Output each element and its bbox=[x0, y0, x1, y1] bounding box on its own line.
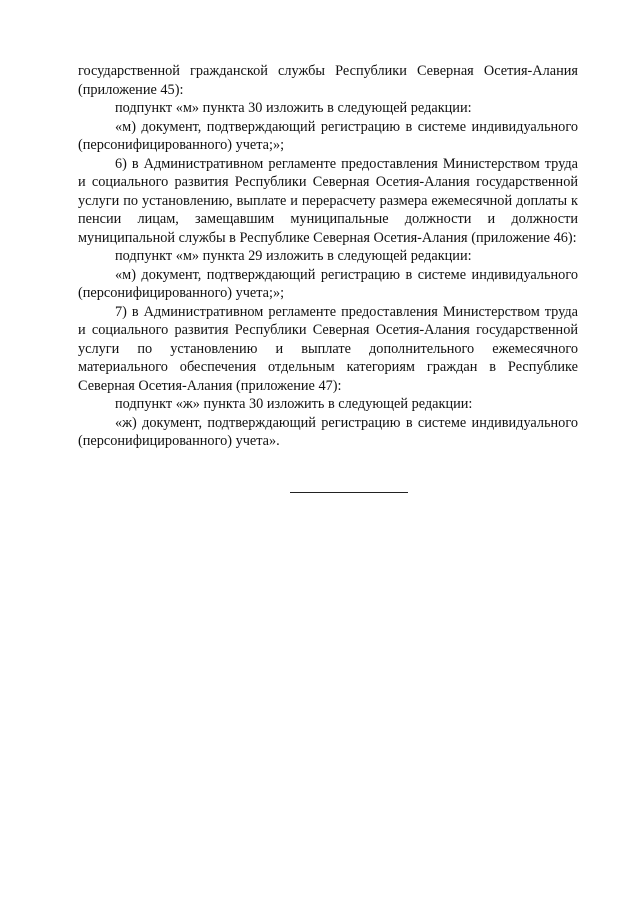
paragraph-quote-zh: «ж) документ, подтверждающий регистрацию в системе индивидуального (персонифицированного) учета». bbox=[78, 414, 578, 449]
paragraph-subclause-zh-30: подпункт «ж» пункта 30 изложить в следующей редакции: bbox=[115, 396, 473, 412]
paragraph-subclause-m-29: подпункт «м» пункта 29 изложить в следующей редакции: bbox=[115, 248, 472, 264]
paragraph-item-6: 6) в Административном регламенте предоставления Министерством труда и социального развития Республики Северная Осетия-Алания государственной услуги по установлению, выплате и перерасчету размера ежемесячной доплаты к пенсии лицам, замещавшим муниципальные должности и должности муниципальной службы в Республике Северная Осетия-Алания (приложение 46): bbox=[78, 155, 578, 246]
paragraph-continuation: государственной гражданской службы Республики Северная Осетия-Алания (приложение 45): bbox=[78, 63, 578, 98]
document-body bbox=[78, 62, 578, 451]
paragraph-quote-m-1: «м) документ, подтверждающий регистрацию в системе индивидуального (персонифицированного) учета;»; bbox=[78, 118, 578, 153]
paragraph-subclause-m-30: подпункт «м» пункта 30 изложить в следующей редакции: bbox=[115, 100, 472, 116]
paragraph-item-7: 7) в Административном регламенте предоставления Министерством труда и социального развития Республики Северная Осетия-Алания государственной услуги по установлению и выплате дополнительного ежемесячного материального обеспечения отдельным категориям граждан в Республике Северная Осетия-Алания (приложение 47): bbox=[78, 303, 578, 394]
end-divider-line bbox=[290, 492, 408, 493]
paragraph-quote-m-2: «м) документ, подтверждающий регистрацию в системе индивидуального (персонифицированного) учета;»; bbox=[78, 266, 578, 301]
